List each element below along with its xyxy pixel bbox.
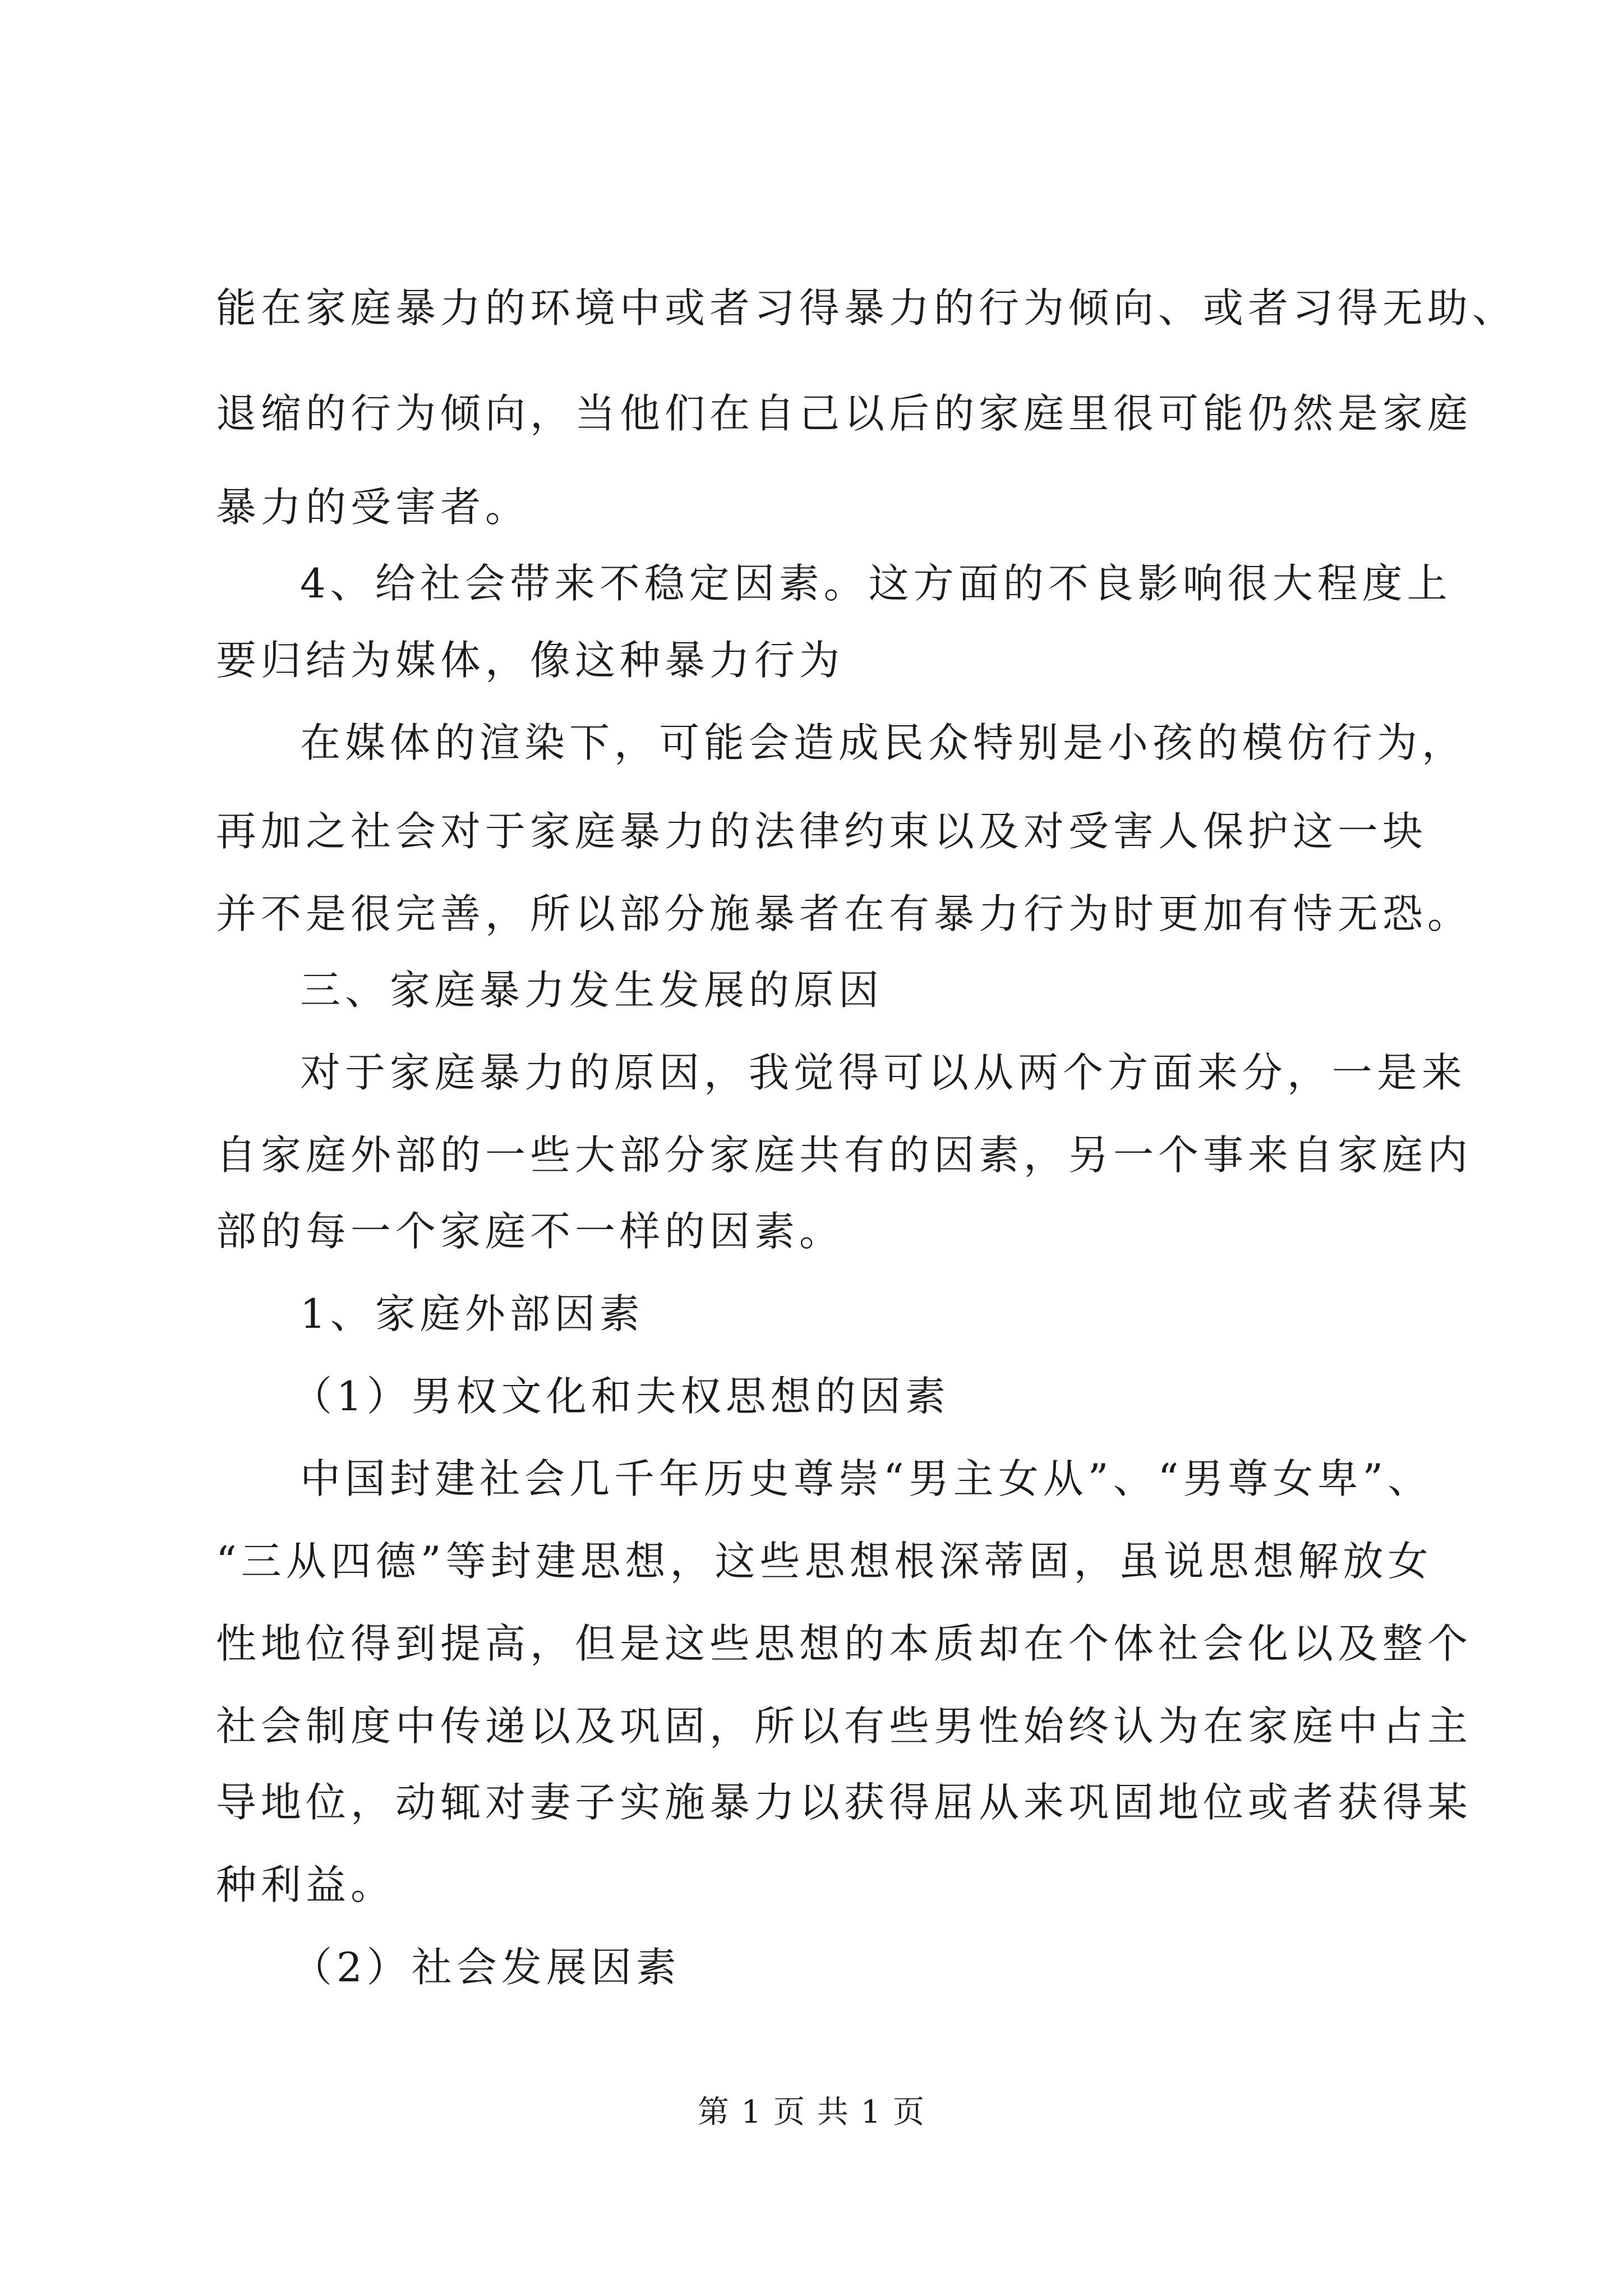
text-line: 退缩的行为倾向，当他们在自己以后的家庭里很可能仍然是家庭 (216, 390, 1473, 437)
text-line: 4、给社会带来不稳定因素。这方面的不良影响很大程度上 (300, 560, 1452, 607)
subsection-heading: （2）社会发展因素 (292, 1944, 681, 1991)
text-line: 能在家庭暴力的环境中或者习得暴力的行为倾向、或者习得无助、 (216, 284, 1518, 332)
text-line: 社会制度中传递以及巩固，所以有些男性始终认为在家庭中占主 (216, 1703, 1473, 1750)
text-line: 性地位得到提高，但是这些思想的本质却在个体社会化以及整个 (216, 1620, 1473, 1667)
section-heading: 三、家庭暴力发生发展的原因 (300, 967, 884, 1014)
text-line: “三从四德”等封建思想，这些思想根深蒂固，虽说思想解放女 (216, 1538, 1433, 1585)
text-line: 自家庭外部的一些大部分家庭共有的因素，另一个事来自家庭内 (216, 1131, 1473, 1179)
subsection-heading: 1、家庭外部因素 (300, 1290, 644, 1337)
text-line: 种利益。 (216, 1861, 396, 1908)
text-line: 再加之社会对于家庭暴力的法律约束以及对受害人保护这一块 (216, 808, 1428, 855)
subsection-heading: （1）男权文化和夫权思想的因素 (292, 1373, 950, 1420)
text-line: 导地位，动辄对妻子实施暴力以获得屈从来巩固地位或者获得某 (216, 1779, 1473, 1826)
text-line: 暴力的受害者。 (216, 484, 531, 531)
page-footer: 第 1 页 共 1 页 (697, 2094, 926, 2131)
text-line: 在媒体的渲染下，可能会造成民众特别是小孩的模仿行为， (300, 719, 1467, 766)
text-line: 要归结为媒体，像这种暴力行为 (216, 637, 845, 684)
text-line: 对于家庭暴力的原因，我觉得可以从两个方面来分，一是来 (300, 1049, 1467, 1096)
text-line: 部的每一个家庭不一样的因素。 (216, 1208, 845, 1255)
text-line: 中国封建社会几千年历史尊崇“男主女从”、“男尊女卑”、 (300, 1455, 1433, 1502)
text-line: 并不是很完善，所以部分施暴者在有暴力行为时更加有恃无恐。 (216, 890, 1473, 937)
